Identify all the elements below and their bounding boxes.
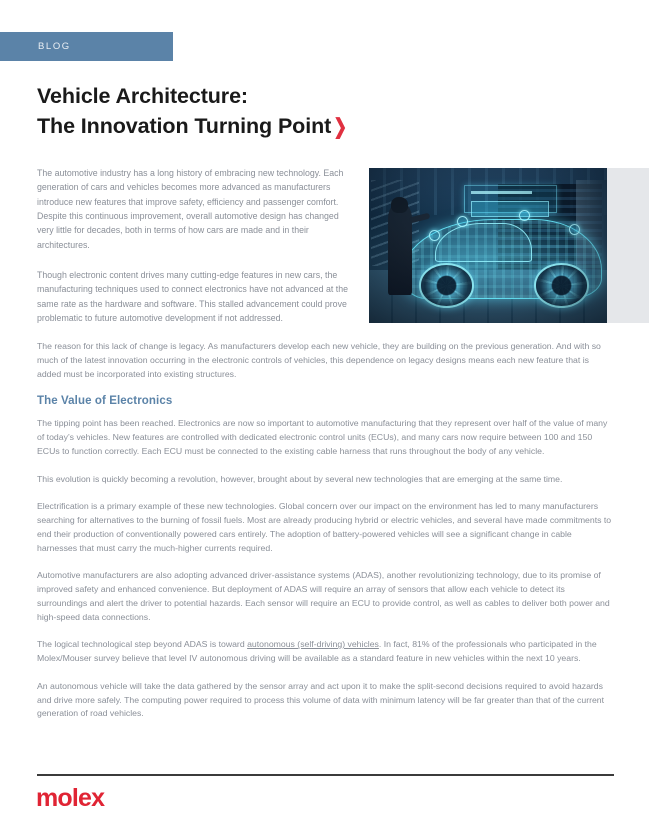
adas-link-paragraph [37, 638, 614, 666]
body-column [37, 340, 614, 735]
section-heading-value-of-electronics: The Value of Electronics [37, 395, 173, 408]
closing-paragraph: An autonomous vehicle will take the data gathered by the sensor array and act upon it to make the split-second decisions required to avoid hazards and drive more safely. The computing power required to process this volume of data with minimum latency will be far greater than that of the current generation of road vehicles. [37, 680, 605, 719]
adas-text-before: The logical technological step beyond ADAS is toward [37, 639, 248, 650]
blog-badge [0, 32, 173, 61]
body-paragraph-1: The tipping point has been reached. Electronics are now so important to automotive manufacturing that they represent over half of the value of many of today’s vehicles. New features are controlled with dedicated electronic control units (ECUs), and many cars now require between 100 and 150 ECUs to function correctly. Each ECU must be connected to the existing cable harness that runs throughout the body of any vehicle. [37, 418, 608, 456]
body-paragraph-3: Electrification is a primary example of these new technologies. Global concern over our impact on the environment has led to many manufacturers searching for alternatives to the burning of fossil fuels. Most are already producing hybrid or electric vehicles, and several have made commitments to end their production of conventionally powered cars entirely. The adoption of battery-powered vehicles will see a significant change in cable harnesses that must carry the much-higher currents required. [37, 501, 612, 553]
page-title [37, 82, 507, 141]
intro-paragraph-1: The automotive industry has a long history of embracing new technology. Each generation of cars and vehicles becomes more advanced as manufacturers introduce new features that improve safety, efficiency and passenger comfort. Despite this continuous improvement, overall automotive design has changed very little for decades, both in terms of how cars are made and in their architectures. [37, 168, 344, 250]
intro-column [37, 166, 351, 341]
hero-image [369, 168, 607, 323]
autonomous-vehicles-link[interactable]: autonomous (self-driving) vehicles [247, 639, 379, 650]
molex-logo: molex [36, 784, 105, 812]
blog-badge-label: BLOG [38, 41, 71, 52]
intro-paragraph-2: Though electronic content drives many cutting-edge features in new cars, the manufacturing techniques used to connect electronics have not advanced at the same rate as the hardware and software. This stalled advancement could prove problematic to future automotive development if not addressed. [37, 269, 349, 323]
legacy-paragraph: The reason for this lack of change is legacy. As manufacturers develop each new vehicle, they are building on the previous generation. And with so much of the latest innovation occurring in the electronic controls of vehicles, this dependence on legacy designs means each new feature that is added must be incorporated into existing structures. [37, 341, 601, 379]
footer-divider [37, 774, 614, 776]
hero-figure [369, 168, 649, 323]
hero-vignette [369, 168, 607, 323]
doc-title [37, 82, 507, 141]
body-paragraph-2: This evolution is quickly becoming a revolution, however, brought about by several new technologies that are emerging at the same time. [37, 473, 563, 484]
adas-text-after: . In fact, 81% of the professionals who participated in the Molex/Mouser survey believe that level IV autonomous driving will be available as a standard feature in new vehicles within the next 10 years. [37, 639, 597, 663]
doc-title-line-1: Vehicle Architecture: [37, 84, 248, 108]
doc-title-line-2: The Innovation Turning Point [37, 113, 332, 138]
chevron-right-icon: ❯ [333, 115, 347, 139]
body-paragraph-4: Automotive manufacturers are also adopting advanced driver-assistance systems (ADAS), another revolutionizing technology, due to its promise of improved safety and enhanced convenience. But deployment of ADAS will require an array of sensors that allow each vehicle to detect its surroundings and alert the driver to potential hazards. Each sensor will require an ECU to provide control, as well as cables to deliver both power and high-speed data connections. [37, 570, 610, 622]
